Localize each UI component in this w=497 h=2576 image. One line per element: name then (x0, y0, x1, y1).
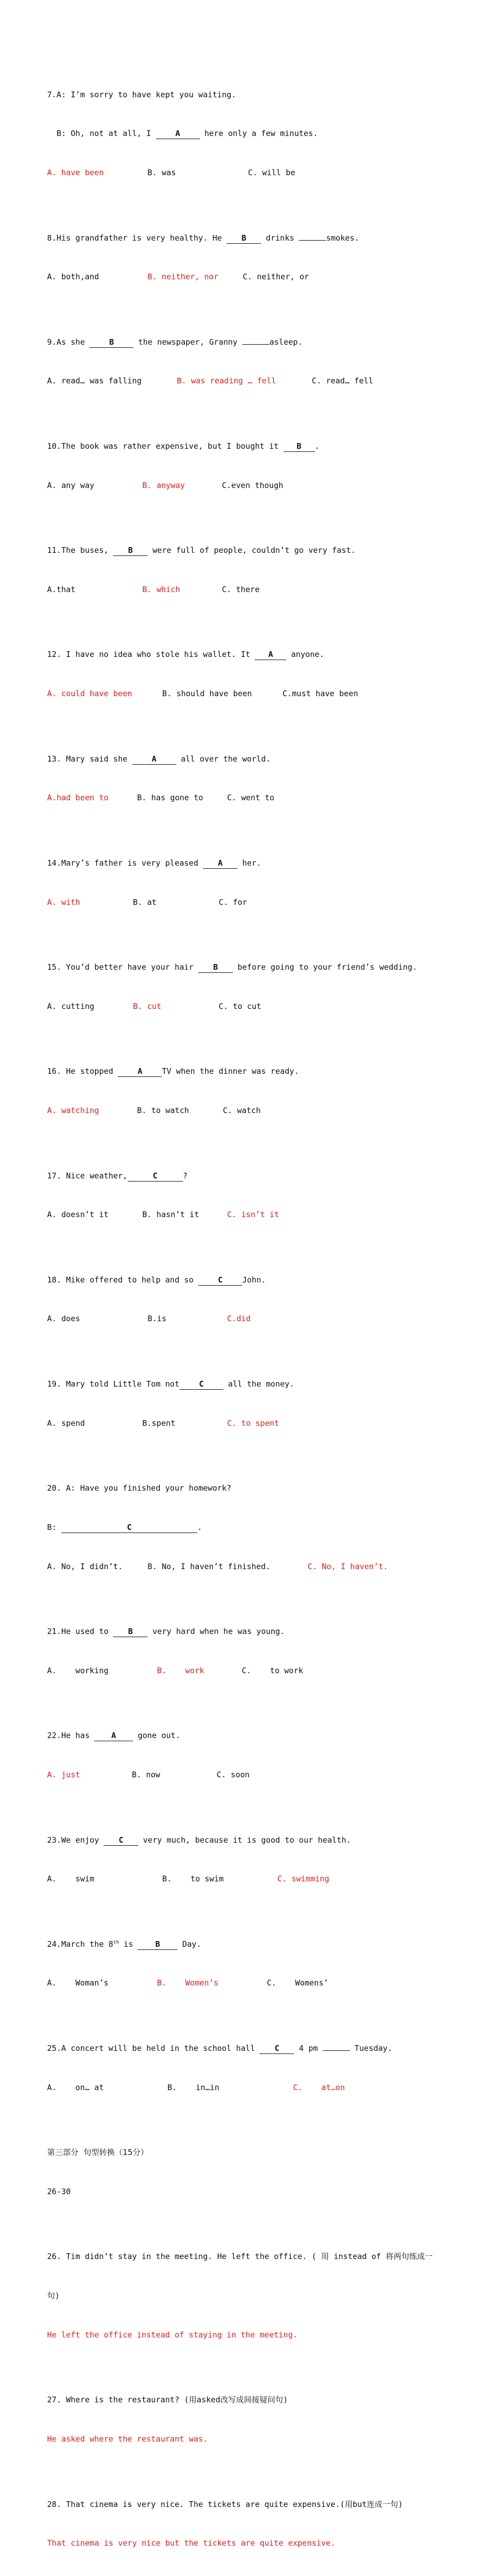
q15-text-a: 15. You’d better have your hair (47, 962, 198, 972)
q11-text-a: 11.The buses, (47, 546, 114, 555)
q26-stem-b (47, 2289, 481, 2302)
q17-answer: C (128, 1171, 183, 1182)
q18-text-a: 18. Mike offered to help and so (47, 1275, 198, 1285)
q21-option-b: B. work (157, 1665, 205, 1675)
q12-option-b: B. should have been (162, 689, 252, 699)
q18-stem (47, 1274, 481, 1287)
q16-options (47, 1104, 481, 1117)
q25-option-c: C. at…on (293, 2082, 345, 2092)
q10-option-b: B. anyway (142, 480, 185, 490)
q13-answer: A (132, 754, 176, 765)
section-range (47, 2185, 481, 2198)
q11-options (47, 583, 481, 596)
q22-answer: A (94, 1730, 133, 1741)
q26-text-a: 26. Tim didn’t stay in the meeting. He left the office. ( 用 instead of 将两句练成一 (47, 2252, 433, 2262)
q7-option-a: A. have been (47, 168, 104, 178)
q16-option-c: C. watch (223, 1106, 261, 1115)
q18-text-b: John. (242, 1275, 266, 1285)
q8-text-a: 8.His grandfather is very healthy. He (47, 233, 227, 243)
q26-answer-text: He left the office instead of staying in the meeting. (47, 2330, 298, 2340)
q16-stem (47, 1065, 481, 1078)
q26-text-b: 句) (47, 2291, 60, 2301)
q12-options (47, 687, 481, 700)
q9-text-a: 9.As she (47, 337, 90, 347)
q10-text-b: . (314, 441, 320, 451)
q14-text-a: 14.Mary’s father is very pleased (47, 858, 204, 868)
q21-answer: B (113, 1626, 148, 1637)
q9-text-c: asleep. (269, 337, 303, 347)
q10-option-a: A. any way (47, 480, 95, 490)
q13-text-b: all over the world. (176, 754, 271, 764)
q9-option-b: B. was reading … fell (177, 376, 276, 386)
q23-option-a: A. swim (47, 1874, 95, 1884)
q24-option-c: C. Womens’ (267, 1978, 329, 1988)
q13-text-a: 13. Mary said she (47, 754, 132, 764)
q21-option-a: A. working (47, 1665, 109, 1675)
q25-text-b: 4 pm (294, 2043, 323, 2053)
q21-options (47, 1664, 481, 1677)
q18-options (47, 1312, 481, 1325)
q18-option-a: A. does (47, 1314, 81, 1324)
section-title (47, 2146, 481, 2159)
q13-option-a: A.had been to (47, 793, 109, 803)
q23-option-b: B. to swim (162, 1874, 224, 1884)
q20-stem (47, 1482, 481, 1495)
q13-options (47, 791, 481, 804)
q14-option-c: C. for (219, 897, 247, 907)
q24-text-b: is (119, 1939, 138, 1949)
q16-answer: A (118, 1066, 162, 1077)
q28-text: 28. That cinema is very nice. The tickets are quite expensive.(用but连成一句) (47, 2499, 403, 2509)
q15-option-a: A. cutting (47, 1001, 95, 1011)
q26-stem (47, 2250, 481, 2263)
q11-option-a: A.that (47, 584, 76, 594)
q23-text-a: 23.We enjoy (47, 1835, 104, 1845)
q27-answer (47, 2433, 481, 2446)
q11-option-b: B. which (142, 584, 180, 594)
q17-option-b: B. hasn’t it (142, 1210, 199, 1220)
q8-stem (47, 232, 481, 245)
q12-stem (47, 648, 481, 661)
q19-stem (47, 1378, 481, 1391)
q17-stem (47, 1170, 481, 1183)
q16-text-b: TV when the dinner was ready. (162, 1066, 299, 1076)
q27-answer-text: He asked where the restaurant was. (47, 2434, 208, 2444)
q25-option-b: B. in…in (167, 2082, 220, 2092)
q25-answer: C (259, 2043, 294, 2054)
q9-option-a: A. read… was falling (47, 376, 142, 386)
q28-answer-text: That cinema is very nice but the tickets are quite expensive. (47, 2538, 335, 2548)
q24-option-b: B. Women’s (157, 1978, 219, 1988)
q15-option-c: C. to cut (219, 1001, 262, 1011)
q15-option-b: B. cut (133, 1001, 162, 1011)
q21-stem (47, 1625, 481, 1638)
q28-stem (47, 2498, 481, 2511)
q23-options (47, 1873, 481, 1886)
q10-text-a: 10.The book was rather expensive, but I bought it (47, 441, 284, 451)
q7-stem-b (47, 127, 481, 140)
q25-text-a: 25.A concert will be held in the school hall (47, 2043, 260, 2053)
q7-option-b: B. was (148, 168, 176, 178)
q8-answer: B (227, 233, 261, 244)
q9-blank (242, 336, 269, 345)
q22-option-c: C. soon (217, 1770, 250, 1780)
q22-text-a: 22.He has (47, 1731, 95, 1741)
q19-option-c: C. to spent (227, 1418, 279, 1428)
q20-option-a: A. No, I didn’t. (47, 1561, 123, 1571)
q13-option-c: C. went to (227, 793, 275, 803)
q19-answer: C (179, 1379, 223, 1390)
q22-stem (47, 1729, 481, 1742)
q7-text: 7.A: I’m sorry to have kept you waiting. (47, 89, 236, 99)
q25-stem (47, 2042, 481, 2055)
q14-text-b: her. (238, 858, 262, 868)
q24-options (47, 1977, 481, 1990)
q8-option-a: A. both,and (47, 272, 99, 282)
worksheet (47, 36, 481, 2576)
q9-stem (47, 336, 481, 349)
q18-answer: C (198, 1275, 242, 1286)
q21-text-b: very hard when he was young. (148, 1627, 285, 1637)
q25-blank (323, 2042, 350, 2051)
section-range-text: 26-30 (47, 2186, 71, 2196)
q23-option-c: C. swimming (277, 1874, 330, 1884)
q7-answer: A (156, 128, 200, 139)
q14-answer: A (203, 858, 238, 869)
q22-options (47, 1768, 481, 1781)
q12-text-a: 12. I have no idea who stole his wallet. It (47, 650, 255, 660)
q7-options (47, 166, 481, 179)
q27-stem (47, 2393, 481, 2407)
q8-option-b: B. neither, nor (148, 272, 219, 282)
q11-answer: B (113, 545, 148, 556)
q20-option-b: B. No, I haven’t finished. (148, 1561, 270, 1571)
q9-answer: B (89, 337, 133, 348)
q23-stem (47, 1834, 481, 1847)
q9-option-c: C. read… fell (312, 376, 374, 386)
q14-stem (47, 857, 481, 870)
q19-option-b: B.spent (142, 1418, 176, 1428)
q25-option-a: A. on… at (47, 2082, 104, 2092)
q13-option-b: B. has gone to (137, 793, 204, 803)
q23-text-b: very much, because it is good to our health. (138, 1835, 351, 1845)
q27-text: 27. Where is the restaurant? (用asked改写成间接疑问句) (47, 2395, 288, 2405)
q20-options (47, 1560, 481, 1573)
q14-options (47, 896, 481, 909)
q18-option-b: B.is (148, 1314, 167, 1324)
q10-stem (47, 440, 481, 453)
q12-option-c: C.must have been (283, 689, 358, 699)
q10-option-c: C.even though (222, 480, 284, 490)
q17-option-a: A. doesn’t it (47, 1210, 109, 1220)
q19-options (47, 1417, 481, 1430)
q11-text-b: were full of people, couldn’t go very fast. (148, 546, 356, 555)
q20-text-a: B: (47, 1522, 62, 1532)
q11-stem (47, 544, 481, 557)
q17-text-a: 17. Nice weather, (47, 1171, 128, 1181)
q13-stem (47, 753, 481, 766)
q16-text-a: 16. He stopped (47, 1066, 118, 1076)
q19-option-a: A. spend (47, 1418, 85, 1428)
q8-text-b: drinks (261, 233, 299, 243)
section-title-text: 第三部分 句型转换（15分） (47, 2148, 149, 2158)
q10-answer: B (284, 441, 315, 452)
q7-stem (47, 88, 481, 101)
q14-option-b: B. at (133, 897, 157, 907)
q17-options (47, 1208, 481, 1221)
q9-text-b: the newspaper, Granny (133, 337, 242, 347)
q28-answer (47, 2537, 481, 2550)
q20-option-c: C. No, I haven’t. (308, 1561, 388, 1571)
q11-option-c: C. there (222, 584, 260, 594)
q23-answer: C (104, 1835, 138, 1846)
q16-option-b: B. to watch (137, 1106, 189, 1115)
q17-text-b: ? (183, 1171, 188, 1181)
q22-option-b: B. now (132, 1770, 161, 1780)
q22-option-a: A. just (47, 1770, 81, 1780)
q22-text-b: gone out. (133, 1731, 180, 1741)
q25-options (47, 2081, 481, 2094)
q16-option-a: A. watching (47, 1106, 99, 1115)
q15-stem (47, 961, 481, 974)
q20-text: 20. A: Have you finished your homework? (47, 1483, 232, 1493)
q24-stem (47, 1938, 481, 1951)
q18-option-c: C.did (227, 1314, 251, 1324)
q8-text-c: smokes. (326, 233, 359, 243)
q24-text-a: 24.March the 8 (47, 1939, 114, 1949)
q24-superscript: th (113, 1939, 119, 1945)
q24-answer: B (138, 1939, 177, 1950)
q7-text-b: here only a few minutes. (199, 129, 318, 139)
q20-answer: C (61, 1522, 197, 1533)
q7-text-a: B: Oh, not at all, I (47, 129, 156, 139)
q17-option-c: C. isn’t it (227, 1210, 279, 1220)
q7-option-c: C. will be (248, 168, 296, 178)
q15-answer: B (198, 962, 233, 973)
q8-blank (299, 232, 326, 241)
q20-stem-b (47, 1521, 481, 1534)
q12-text-b: anyone. (286, 650, 324, 660)
q26-answer (47, 2329, 481, 2342)
q21-option-c: C. to work (242, 1665, 303, 1675)
q20-text-b: . (197, 1522, 202, 1532)
q10-options (47, 479, 481, 492)
q15-options (47, 1000, 481, 1013)
q14-option-a: A. with (47, 897, 81, 907)
q9-options (47, 375, 481, 388)
q19-text-b: all the money. (223, 1379, 295, 1389)
q19-text-a: 19. Mary told Little Tom not (47, 1379, 179, 1389)
q25-text-c: Tuesday. (349, 2043, 392, 2053)
q15-text-b: before going to your friend’s wedding. (232, 962, 417, 972)
q12-option-a: A. could have been (47, 689, 132, 699)
q12-answer: A (255, 649, 286, 660)
q24-option-a: A. Woman’s (47, 1978, 109, 1988)
q8-options (47, 270, 481, 283)
q24-text-c: Day. (177, 1939, 201, 1949)
q21-text-a: 21.He used to (47, 1627, 114, 1637)
q8-option-c: C. neither, or (243, 272, 309, 282)
